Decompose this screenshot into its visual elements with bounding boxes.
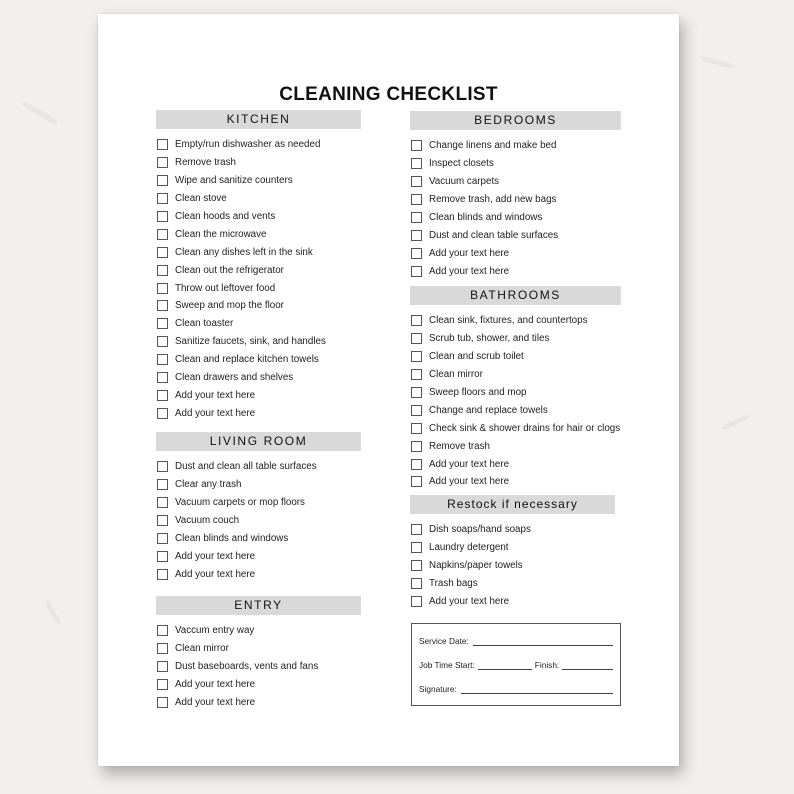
checklist-item[interactable] xyxy=(156,190,361,208)
checklist-item-label: Add your text here xyxy=(175,568,256,580)
checklist-item[interactable] xyxy=(156,243,361,261)
section-heading: Restock if necessary xyxy=(410,495,615,514)
checklist-item-label: Clean hoods and vents xyxy=(175,211,276,222)
checklist-item-label: Add your text here xyxy=(429,458,510,470)
checklist-item[interactable] xyxy=(410,437,621,455)
checklist-item-label: Clean mirror xyxy=(175,643,229,655)
checklist-item-label: Clean the microwave xyxy=(175,228,267,240)
checklist-item-label: Change and replace towels xyxy=(429,404,548,416)
signature-label: Signature: xyxy=(419,684,457,694)
checklist-item-label: Add your text here xyxy=(429,476,510,488)
checklist-item-label: Dust and clean table surfaces xyxy=(429,229,559,241)
checklist-item-label: Vacuum couch xyxy=(175,515,240,527)
checkbox-icon[interactable] xyxy=(157,336,168,347)
job-time-row xyxy=(419,660,613,670)
checklist-item-label: Dust baseboards, vents and fans xyxy=(175,661,319,673)
checklist-item-label: Laundry detergent xyxy=(429,542,509,554)
checkbox-icon[interactable] xyxy=(157,697,168,708)
checklist-item-label: Clear any trash xyxy=(175,479,242,491)
checklist xyxy=(156,458,361,583)
checklist-item-label: Clean sink, fixtures, and countertops xyxy=(429,315,588,327)
speck xyxy=(44,600,61,625)
checkbox-icon[interactable] xyxy=(157,139,168,150)
checklist-item[interactable] xyxy=(156,225,361,243)
checkbox-icon[interactable] xyxy=(157,300,168,311)
job-time-start-field[interactable] xyxy=(478,660,532,670)
checklist-item-label: Check sink & shower drains for hair or clogs xyxy=(429,422,621,434)
checklist-item-label: Add your text here xyxy=(175,697,256,708)
checkbox-icon[interactable] xyxy=(411,369,422,380)
checklist-item-label: Trash bags xyxy=(429,578,478,590)
checklist-item-label: Add your text here xyxy=(175,550,256,562)
checkbox-icon[interactable] xyxy=(411,194,422,205)
checklist-item-label: Add your text here xyxy=(429,596,510,607)
checklist-item[interactable] xyxy=(156,547,361,565)
checklist-item[interactable] xyxy=(156,494,361,512)
checkbox-icon[interactable] xyxy=(411,560,422,571)
checklist-item-label: Remove trash xyxy=(429,440,490,452)
checklist-item[interactable] xyxy=(410,262,621,280)
checklist-item[interactable] xyxy=(156,261,361,279)
checklist-item[interactable] xyxy=(156,333,361,351)
section-heading: LIVING ROOM xyxy=(156,432,361,451)
service-date-label: Service Date: xyxy=(419,636,469,646)
checkbox-icon[interactable] xyxy=(157,533,168,544)
checklist-item-label: Vacuum carpets or mop floors xyxy=(175,497,305,509)
checklist-item-label: Wipe and sanitize counters xyxy=(175,175,293,187)
finish-label: Finish: xyxy=(534,660,560,670)
checklist-item[interactable] xyxy=(410,419,621,437)
checkbox-icon[interactable] xyxy=(157,318,168,329)
checklist-item[interactable] xyxy=(410,330,621,348)
checklist-item-label: Change linens and make bed xyxy=(429,140,557,152)
checkbox-icon[interactable] xyxy=(157,497,168,508)
checkbox-icon[interactable] xyxy=(411,387,422,398)
checklist-item[interactable] xyxy=(410,155,621,173)
checklist-item-label: Inspect closets xyxy=(429,158,494,170)
checklist-item-label: Empty/run dishwasher as needed xyxy=(175,139,321,151)
checkbox-icon[interactable] xyxy=(411,578,422,589)
service-info-box xyxy=(411,623,621,706)
checkbox-icon[interactable] xyxy=(157,461,168,472)
signature-field[interactable] xyxy=(461,684,613,694)
checklist-item[interactable] xyxy=(156,640,361,658)
checkbox-icon[interactable] xyxy=(157,175,168,186)
section-restock xyxy=(410,495,615,610)
section-bathrooms xyxy=(410,286,621,491)
checklist-item-label: Clean mirror xyxy=(429,369,483,381)
checkbox-icon[interactable] xyxy=(157,515,168,526)
checklist-item-label: Add your text here xyxy=(429,247,510,259)
checklist-item-label: Napkins/paper towels xyxy=(429,560,523,572)
checkbox-icon[interactable] xyxy=(411,441,422,452)
checkbox-icon[interactable] xyxy=(157,479,168,490)
checkbox-icon[interactable] xyxy=(157,643,168,654)
checkbox-icon[interactable] xyxy=(157,551,168,562)
checklist-item-label: Clean any dishes left in the sink xyxy=(175,246,313,258)
checkbox-icon[interactable] xyxy=(157,211,168,222)
checklist-item[interactable] xyxy=(156,512,361,530)
section-heading: ENTRY xyxy=(156,596,361,615)
checklist-item[interactable] xyxy=(156,676,361,694)
checkbox-icon[interactable] xyxy=(411,423,422,434)
checkbox-icon[interactable] xyxy=(157,679,168,690)
section-heading: KITCHEN xyxy=(156,110,361,129)
page-title: CLEANING CHECKLIST xyxy=(279,84,498,105)
checklist-item[interactable] xyxy=(156,172,361,190)
section-heading: BEDROOMS xyxy=(410,111,621,130)
checkbox-icon[interactable] xyxy=(157,372,168,383)
checkbox-icon[interactable] xyxy=(157,229,168,240)
checklist-item-label: Remove trash xyxy=(175,157,236,169)
checklist-item[interactable] xyxy=(156,530,361,548)
checklist-item[interactable] xyxy=(410,557,615,575)
signature-row xyxy=(419,684,613,694)
speck xyxy=(720,414,749,431)
checklist-item-label: Dust and clean all table surfaces xyxy=(175,461,317,473)
checkbox-icon[interactable] xyxy=(411,333,422,344)
checklist-item-label: Clean toaster xyxy=(175,318,234,330)
checklist-item[interactable] xyxy=(156,565,361,583)
service-date-row xyxy=(419,636,613,646)
checklist-item[interactable] xyxy=(156,154,361,172)
checklist-item[interactable] xyxy=(410,455,621,473)
checklist-item-label: Clean stove xyxy=(175,193,227,205)
section-kitchen xyxy=(156,110,361,422)
checklist-item[interactable] xyxy=(156,136,361,154)
checkbox-icon[interactable] xyxy=(157,569,168,580)
checklist-item[interactable] xyxy=(410,384,621,402)
checklist-item[interactable] xyxy=(410,226,621,244)
checklist-item[interactable] xyxy=(156,458,361,476)
checklist-item[interactable] xyxy=(410,575,615,593)
checkbox-icon[interactable] xyxy=(411,476,422,487)
checklist-item[interactable] xyxy=(410,473,621,491)
section-bedrooms xyxy=(410,111,621,280)
checklist-item[interactable] xyxy=(156,386,361,404)
checkbox-icon[interactable] xyxy=(157,247,168,258)
checklist-item[interactable] xyxy=(410,209,621,227)
checkbox-icon[interactable] xyxy=(411,524,422,535)
checklist-item[interactable] xyxy=(156,658,361,676)
checklist-item-label: Vacuum carpets xyxy=(429,176,500,188)
checklist-item[interactable] xyxy=(410,348,621,366)
checkbox-icon[interactable] xyxy=(411,212,422,223)
checklist-item[interactable] xyxy=(410,539,615,557)
checklist-item[interactable] xyxy=(410,137,621,155)
checklist-item[interactable] xyxy=(410,401,621,419)
checklist-item-label: Clean and replace kitchen towels xyxy=(175,354,319,366)
checkbox-icon[interactable] xyxy=(411,230,422,241)
checklist-item[interactable] xyxy=(156,404,361,422)
checklist xyxy=(410,312,621,491)
checkbox-icon[interactable] xyxy=(157,283,168,294)
checklist xyxy=(410,521,615,610)
checkbox-icon[interactable] xyxy=(157,354,168,365)
checklist-item-label: Clean out the refrigerator xyxy=(175,264,284,276)
checklist-item-label: Clean blinds and windows xyxy=(175,533,289,544)
checkbox-icon[interactable] xyxy=(411,351,422,362)
checklist-item-label: Clean drawers and shelves xyxy=(175,372,294,384)
checkbox-icon[interactable] xyxy=(157,390,168,401)
checklist-item[interactable] xyxy=(156,622,361,640)
checkbox-icon[interactable] xyxy=(411,248,422,259)
checklist-item-label: Clean blinds and windows xyxy=(429,212,543,223)
checklist xyxy=(156,136,361,422)
checkbox-icon[interactable] xyxy=(411,176,422,187)
checklist-item[interactable] xyxy=(156,369,361,387)
checklist-item-label: Throw out leftover food xyxy=(175,282,276,294)
checkbox-icon[interactable] xyxy=(157,408,168,419)
checkbox-icon[interactable] xyxy=(411,459,422,470)
checklist-item[interactable] xyxy=(156,279,361,297)
service-date-field[interactable] xyxy=(473,636,613,646)
checklist-item-label: Add your text here xyxy=(429,265,510,277)
section-heading: BATHROOMS xyxy=(410,286,621,305)
checklist-item-label: Sanitize faucets, sink, and handles xyxy=(175,336,326,348)
checklist-item[interactable] xyxy=(156,297,361,315)
checkbox-icon[interactable] xyxy=(411,542,422,553)
checklist-item-label: Vaccum entry way xyxy=(175,625,255,637)
checkbox-icon[interactable] xyxy=(157,625,168,636)
checkbox-icon[interactable] xyxy=(411,596,422,607)
checklist-item[interactable] xyxy=(410,191,621,209)
checklist-item[interactable] xyxy=(410,593,615,611)
checklist-item-label: Remove trash, add new bags xyxy=(429,194,557,206)
checklist-item-label: Scrub tub, shower, and tiles xyxy=(429,333,550,345)
checklist-item-label: Sweep and mop the floor xyxy=(175,300,284,312)
checklist-item[interactable] xyxy=(156,351,361,369)
checkbox-icon[interactable] xyxy=(157,265,168,276)
checklist-item-label: Add your text here xyxy=(175,407,256,419)
checklist-item[interactable] xyxy=(156,694,361,712)
checklist-item[interactable] xyxy=(410,312,621,330)
checklist xyxy=(410,137,621,280)
checkbox-icon[interactable] xyxy=(411,266,422,277)
checklist-item[interactable] xyxy=(156,476,361,494)
checklist-item[interactable] xyxy=(410,521,615,539)
section-entry xyxy=(156,596,361,711)
checkbox-icon[interactable] xyxy=(411,158,422,169)
checkbox-icon[interactable] xyxy=(157,661,168,672)
job-time-start-label: Job Time Start: xyxy=(419,660,475,670)
checklist-item-label: Add your text here xyxy=(175,679,256,691)
checklist-item-label: Clean and scrub toilet xyxy=(429,351,524,363)
checkbox-icon[interactable] xyxy=(411,405,422,416)
speck xyxy=(21,100,59,125)
checklist-item-label: Dish soaps/hand soaps xyxy=(429,524,531,536)
checklist-item-label: Sweep floors and mop xyxy=(429,387,527,398)
checkbox-icon[interactable] xyxy=(411,315,422,326)
checklist-item[interactable] xyxy=(410,366,621,384)
checkbox-icon[interactable] xyxy=(157,193,168,204)
checklist-item-label: Add your text here xyxy=(175,389,256,401)
checklist-item[interactable] xyxy=(410,244,621,262)
checkbox-icon[interactable] xyxy=(157,157,168,168)
checklist-item[interactable] xyxy=(156,208,361,226)
checkbox-icon[interactable] xyxy=(411,140,422,151)
checklist xyxy=(156,622,361,711)
checklist-item[interactable] xyxy=(156,315,361,333)
speck xyxy=(700,55,736,69)
section-living-room xyxy=(156,432,361,583)
checklist-item[interactable] xyxy=(410,173,621,191)
finish-field[interactable] xyxy=(562,660,613,670)
